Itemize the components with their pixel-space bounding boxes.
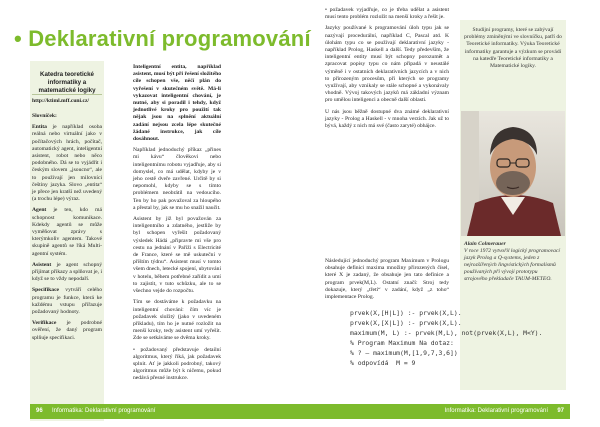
portrait-photo bbox=[461, 111, 565, 236]
sidebar-divider bbox=[32, 94, 102, 95]
page-title bbox=[14, 26, 311, 52]
sidebar-url[interactable]: http://ktiml.mff.cuni.cz/ bbox=[32, 98, 90, 104]
info-box-text: Studijní programy, které se zabývají problémy zmíněnými ve slovníčku, patří do Teoretické informatiky. Výuka Teoretické informatiky garantuje a výzkum se provádí na katedře Teoretické informatiky a Matematické logiky. bbox=[464, 27, 562, 70]
portrait-illustration bbox=[461, 111, 565, 236]
article-column-2 bbox=[325, 7, 449, 134]
paragraph: • požadavek vyjadřuje, co je třeba udělat a asistent musí tento problém rozložit na menší kroky a řešit je. bbox=[325, 7, 449, 21]
footer-right-text: Informatika: Deklarativní programování bbox=[444, 408, 548, 414]
paragraph: • požadovaný představuje detailní algoritmus, který říká, jak požadavek splnit. Ať je jakkoli podrobný, takový algoritmus může být k ničemu, pokud nedává přesné instrukce. bbox=[133, 346, 221, 382]
footer-left bbox=[30, 404, 300, 419]
code-line: prvek(X,[H|L]) :- prvek(X,L). bbox=[350, 309, 462, 317]
glossary-entry: Specifikace vytváří celého programu je funkce, která ke každému vstupu přiřazuje požadovaný hodnoty. bbox=[32, 287, 102, 316]
glossary-heading: Slovníček: bbox=[32, 113, 57, 119]
sidebar-heading: Katedra teoretické informatiky a matematické logiky bbox=[38, 71, 96, 94]
bullet-icon: • bbox=[14, 26, 22, 51]
glossary-entry: Verifikace je podrobné ověření, že daný program splňuje specifikaci. bbox=[32, 320, 102, 341]
code-line: prvek(X,[X|L]) :- prvek(X,L). bbox=[350, 319, 462, 327]
footer-left-text: Informatika: Deklarativní programování bbox=[52, 408, 156, 414]
lead-paragraph: Inteligentní entita, například asistent, musí být při řešení složitého cíle schopen vše, něčí plán do vyřešení v skutečném světě. Má-li vykazovat inteligentní chování, je nutné, aby si poradil i tehdy, když jednotlivé kroky pro použití tak nějak jsou na splnění aktuální zadání nejsou zcela lépe skutečné žádané instrukce, jak cíle dosáhnout. bbox=[133, 64, 221, 143]
paragraph: Následující jednoduchý program Maximum v Prologu obsahuje definici maxima množiny přirozených čísel, které X je zadaný, že obsahuje jen tato definice a program prvek(M,L). Ostatní značí: Stroj tedy dokazuje, který „třetí“ v zadání, když „z toho“ implementace Prolog. bbox=[325, 258, 449, 301]
page-title-text: Deklarativní programování bbox=[28, 26, 311, 51]
page-number-right: 97 bbox=[557, 408, 564, 414]
paragraph: Jazyky používané k programování úloh typu jak se nazývají procedurální, například C, Pascal atd. K úlohám typu co se používají deklarativní jazyky - například Prolog, Haskell a další. Tedy především, že inteligentní entity musí být schopny porozumět a zpracovat popisy typu co nám připadá v neustálé výměně i v ostatních deklarativních jazycích a v nich to přirozeným procesům, při kterých se programy využívají, aby vznikaly se stále schopné a vykonávaly vhodně. Vývoj takových jazyků má základní význam pro umělou inteligenci a obecně další oblasti. bbox=[325, 25, 449, 104]
article-column-2-continued bbox=[325, 258, 449, 305]
caption-text: V roce 1972 vytvořil logický programovací jazyk Prolog a Q-systems, jeden z nejrozšířených lingvistických formalismů používaných při vývoji prototypu strojového překladače TAUM-METEO. bbox=[464, 248, 560, 282]
glossary-entry: Entita je například osoba reálná nebo virtuální jako v počítačových hrách, počítač, automatický agent, inteligentní asistent, robot nebo něco podobného. Dá se to vyjádřit i českým slovem „jsoucno“, ale to používají jen milovníci češtiny jazyka. Slovo „entita“ je přece jen kratší než uvedený (a trochu lépe) výraz. bbox=[32, 124, 102, 203]
paragraph: Tím se dostáváme k požadavku na inteligentní chování: čím víc je požadavek složitý (jako v uvedeném příkladu), tím ho je nutné rozložit na menší kroky, tedy asistent umí vyřešit. Zde se setkáváme se dvěma kroky. bbox=[133, 299, 221, 342]
footer-right bbox=[300, 404, 570, 419]
code-listing bbox=[350, 308, 570, 368]
code-line: % ? – maximum(M,[1,9,7,3,6]) bbox=[350, 349, 458, 357]
code-line: % Program Maximum Na dotaz: bbox=[350, 339, 454, 347]
paragraph: Asistent by již byl považován za inteligentního a zdatného, jestliže by byl schopen vyřešit požadovaný výsledek Hádá „připravte mi vše pro cestu na jednání v Paříži s Electricité de France, které se mě uskuteční v příštím týdnu“. Asistent musí v tomto všem dnech, letecké spojení, ubytování v hotelu, během potřebné zařídit a umí to zajistit, v tuto schůzku, ale to se všechno vejde do rozpočtu. bbox=[133, 216, 221, 295]
code-line: maximum(M, L) :- prvek(M,L), not(prvek(X,L), M<Y). bbox=[350, 329, 543, 337]
photo-caption bbox=[464, 241, 562, 283]
article-column-1 bbox=[133, 64, 221, 387]
caption-name: Alain Colmerauer bbox=[464, 241, 506, 247]
paragraph: U nás jsou běžně dostupné dva známé deklarativní jazyky - Prolog a Haskell - v mnoha verzích. Jak už to bývá, každý z nich má své (často zaryté) obhájce. bbox=[325, 108, 449, 130]
code-line: % odpovídá M = 9 bbox=[350, 359, 416, 367]
glossary-entry: Agent je ten, kdo má schopnost komunikace. Kdekdy agentů se může vyměňovat zprávy s kterýmkoliv agentem. Takové skupině agentů se říká Multi-agentní systém. bbox=[32, 207, 102, 257]
paragraph: Například jednoduchý příkaz „přines mi kávu“ člověkovi nebo inteligentnímu robotu vyjadřuje, aby si domyslel, co má udělat, kdyby je v jeho cestě dveře zavřené. Určitě by si nepomohl, kdyby se s tímto problémem neobrátil na vedoucího. Ten by ho pak považoval za hloupého a přestal by, jak se mu ho snažil naučit. bbox=[133, 147, 221, 211]
glossary bbox=[32, 113, 102, 346]
page-number-left: 96 bbox=[36, 408, 43, 414]
glossary-entry: Asistent je agent schopný přijímat příkazy a splňovat je, i když se to vždy nepodaří. bbox=[32, 261, 102, 283]
